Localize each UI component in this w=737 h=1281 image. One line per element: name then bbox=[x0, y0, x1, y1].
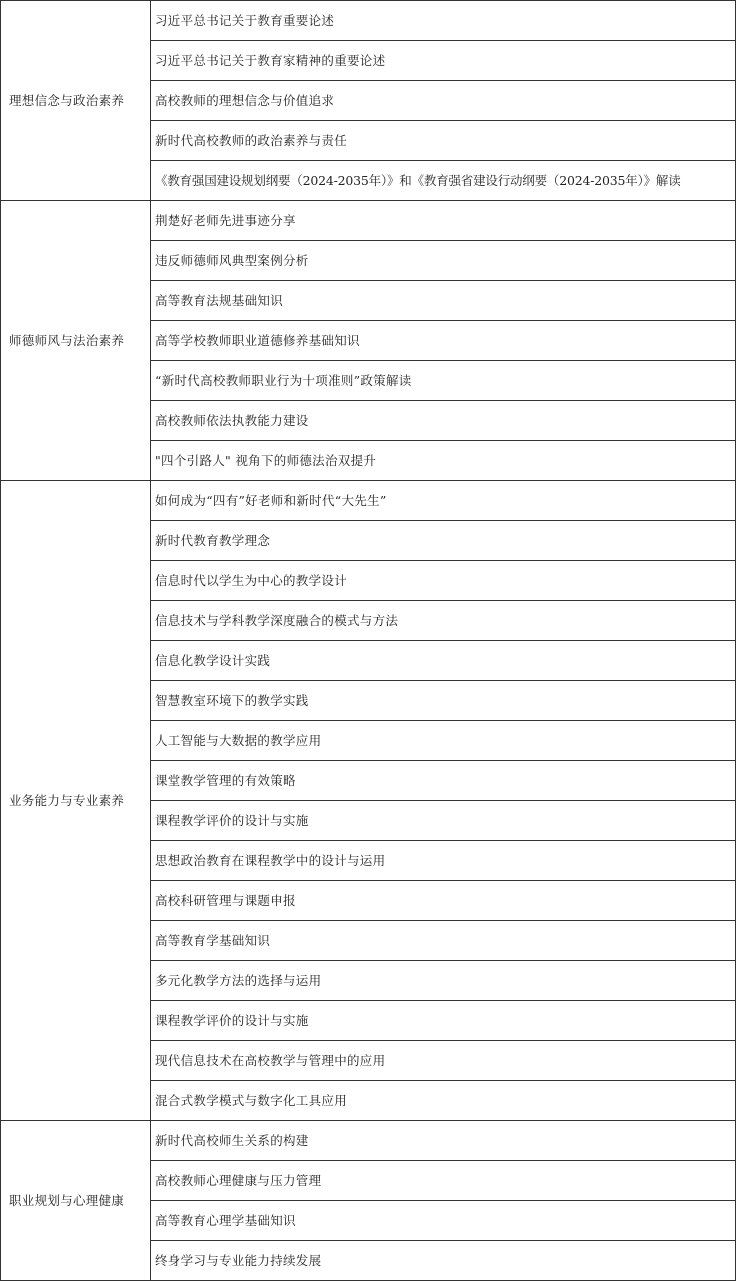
topic-cell: 高等学校教师职业道德修养基础知识 bbox=[151, 321, 736, 361]
topic-cell: “新时代高校教师职业行为十项准则”政策解读 bbox=[151, 361, 736, 401]
table-row bbox=[1, 481, 736, 521]
topic-cell: 思想政治教育在课程教学中的设计与运用 bbox=[151, 841, 736, 881]
topic-cell: 高校教师依法执教能力建设 bbox=[151, 401, 736, 441]
topic-cell: 《教育强国建设规划纲要（2024-2035年）》和《教育强省建设行动纲要（2024-2035年）》解读 bbox=[151, 161, 736, 201]
topic-cell: 高校科研管理与课题申报 bbox=[151, 881, 736, 921]
topic-cell: 高等教育心理学基础知识 bbox=[151, 1201, 736, 1241]
topic-cell: 高校教师心理健康与压力管理 bbox=[151, 1161, 736, 1201]
topic-cell: 信息技术与学科教学深度融合的模式与方法 bbox=[151, 601, 736, 641]
category-cell: 业务能力与专业素养 bbox=[1, 481, 151, 1121]
topic-cell: 多元化教学方法的选择与运用 bbox=[151, 961, 736, 1001]
topic-cell: 信息时代以学生为中心的教学设计 bbox=[151, 561, 736, 601]
topic-cell: "四个引路人" 视角下的师德法治双提升 bbox=[151, 441, 736, 481]
table-row bbox=[1, 1, 736, 41]
topic-cell: 信息化教学设计实践 bbox=[151, 641, 736, 681]
topic-cell: 新时代高校师生关系的构建 bbox=[151, 1121, 736, 1161]
topic-cell: 习近平总书记关于教育重要论述 bbox=[151, 1, 736, 41]
table-row bbox=[1, 1121, 736, 1161]
topic-cell: 终身学习与专业能力持续发展 bbox=[151, 1241, 736, 1281]
topic-cell: 课程教学评价的设计与实施 bbox=[151, 801, 736, 841]
topic-cell: 新时代高校教师的政治素养与责任 bbox=[151, 121, 736, 161]
topic-cell: 现代信息技术在高校教学与管理中的应用 bbox=[151, 1041, 736, 1081]
topic-cell: 课程教学评价的设计与实施 bbox=[151, 1001, 736, 1041]
topic-cell: 课堂教学管理的有效策略 bbox=[151, 761, 736, 801]
category-cell: 师德师风与法治素养 bbox=[1, 201, 151, 481]
topic-cell: 如何成为“四有”好老师和新时代“大先生” bbox=[151, 481, 736, 521]
category-cell: 理想信念与政治素养 bbox=[1, 1, 151, 201]
topic-cell: 高等教育法规基础知识 bbox=[151, 281, 736, 321]
table-row bbox=[1, 201, 736, 241]
topic-cell: 新时代教育教学理念 bbox=[151, 521, 736, 561]
topic-cell: 高等教育学基础知识 bbox=[151, 921, 736, 961]
category-cell: 职业规划与心理健康 bbox=[1, 1121, 151, 1281]
topic-cell: 荆楚好老师先进事迹分享 bbox=[151, 201, 736, 241]
topic-cell: 混合式教学模式与数字化工具应用 bbox=[151, 1081, 736, 1121]
topic-cell: 违反师德师风典型案例分析 bbox=[151, 241, 736, 281]
topic-cell: 人工智能与大数据的教学应用 bbox=[151, 721, 736, 761]
topic-cell: 高校教师的理想信念与价值追求 bbox=[151, 81, 736, 121]
topic-cell: 智慧教室环境下的教学实践 bbox=[151, 681, 736, 721]
topic-cell: 习近平总书记关于教育家精神的重要论述 bbox=[151, 41, 736, 81]
